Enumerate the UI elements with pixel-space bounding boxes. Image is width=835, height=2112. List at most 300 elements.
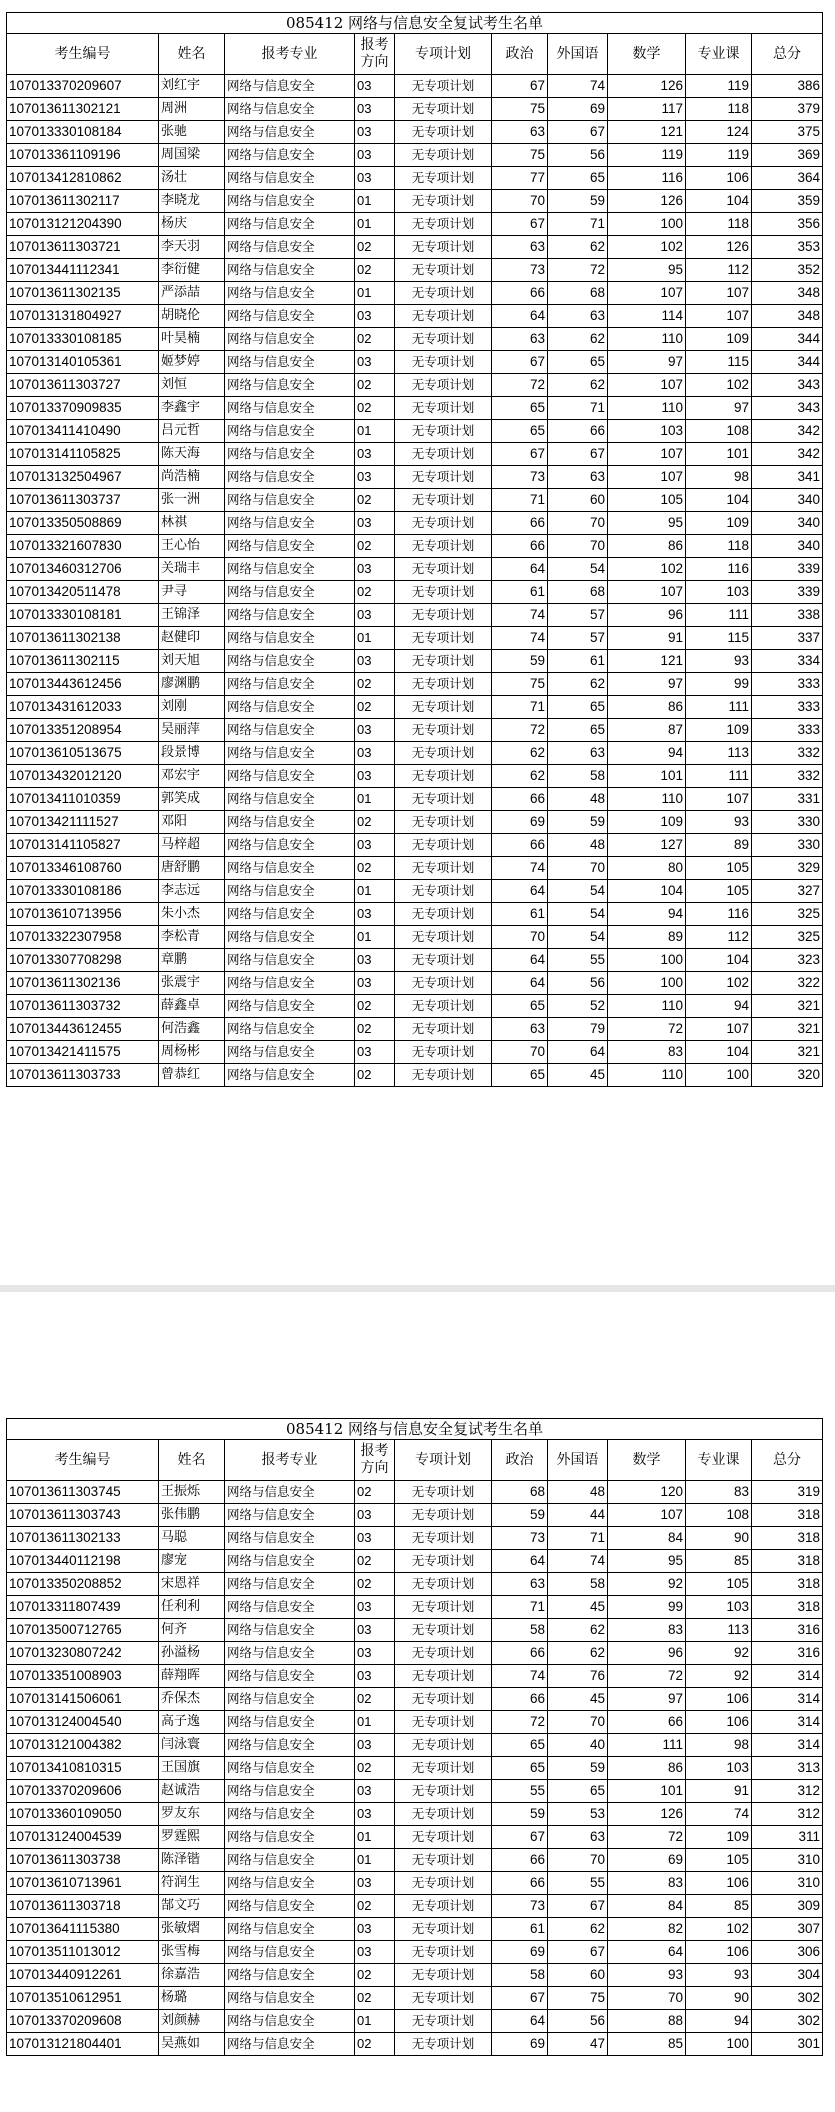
candidate-id-cell: 107013411010359 xyxy=(7,788,159,811)
plan-cell: 无专项计划 xyxy=(395,1918,492,1941)
plan-cell: 无专项计划 xyxy=(395,190,492,213)
total-score-cell: 364 xyxy=(752,167,823,190)
math-score-cell: 72 xyxy=(608,1018,686,1041)
total-score-cell: 301 xyxy=(752,2033,823,2056)
plan-cell: 无专项计划 xyxy=(395,742,492,765)
direction-cell: 02 xyxy=(355,811,395,834)
foreign-language-score-cell: 58 xyxy=(548,765,608,788)
plan-cell: 无专项计划 xyxy=(395,236,492,259)
candidate-id-cell: 107013330108186 xyxy=(7,880,159,903)
total-score-cell: 330 xyxy=(752,834,823,857)
name-cell: 尚浩楠 xyxy=(159,466,225,489)
table-row xyxy=(7,1780,823,1803)
politics-score-cell: 59 xyxy=(492,650,548,673)
page-divider xyxy=(0,1285,835,1292)
name-cell: 杨庆 xyxy=(159,213,225,236)
candidate-id-cell: 107013322307958 xyxy=(7,926,159,949)
politics-score-cell: 61 xyxy=(492,903,548,926)
table-row xyxy=(7,1527,823,1550)
plan-cell: 无专项计划 xyxy=(395,374,492,397)
name-cell: 高子逸 xyxy=(159,1711,225,1734)
plan-cell: 无专项计划 xyxy=(395,397,492,420)
direction-cell: 02 xyxy=(355,581,395,604)
major-cell: 网络与信息安全 xyxy=(225,121,355,144)
major-course-score-cell: 108 xyxy=(686,420,752,443)
name-cell: 关瑞丰 xyxy=(159,558,225,581)
direction-cell: 03 xyxy=(355,1642,395,1665)
name-cell: 王振烁 xyxy=(159,1481,225,1504)
table-row xyxy=(7,650,823,673)
total-score-cell: 311 xyxy=(752,1826,823,1849)
name-cell: 张驰 xyxy=(159,121,225,144)
total-score-cell: 340 xyxy=(752,535,823,558)
name-cell: 胡晓伦 xyxy=(159,305,225,328)
foreign-language-score-cell: 70 xyxy=(548,857,608,880)
table-row xyxy=(7,742,823,765)
direction-cell: 01 xyxy=(355,420,395,443)
plan-cell: 无专项计划 xyxy=(395,1596,492,1619)
math-score-cell: 83 xyxy=(608,1041,686,1064)
table-row xyxy=(7,1987,823,2010)
math-score-cell: 86 xyxy=(608,535,686,558)
plan-cell: 无专项计划 xyxy=(395,259,492,282)
total-score-cell: 318 xyxy=(752,1573,823,1596)
foreign-language-score-cell: 72 xyxy=(548,259,608,282)
major-cell: 网络与信息安全 xyxy=(225,1504,355,1527)
candidate-id-cell: 107013141506061 xyxy=(7,1688,159,1711)
major-course-score-cell: 98 xyxy=(686,466,752,489)
math-score-cell: 83 xyxy=(608,1619,686,1642)
math-score-cell: 96 xyxy=(608,1642,686,1665)
name-cell: 李鑫宇 xyxy=(159,397,225,420)
politics-score-cell: 67 xyxy=(492,1987,548,2010)
total-score-cell: 356 xyxy=(752,213,823,236)
name-cell: 朱小杰 xyxy=(159,903,225,926)
total-score-cell: 302 xyxy=(752,1987,823,2010)
major-course-score-cell: 119 xyxy=(686,144,752,167)
header-cell: 报考方向 xyxy=(355,34,395,75)
math-score-cell: 66 xyxy=(608,1711,686,1734)
politics-score-cell: 66 xyxy=(492,535,548,558)
plan-cell: 无专项计划 xyxy=(395,167,492,190)
direction-cell: 01 xyxy=(355,282,395,305)
header-cell: 总分 xyxy=(752,34,823,75)
math-score-cell: 92 xyxy=(608,1573,686,1596)
major-course-score-cell: 100 xyxy=(686,1064,752,1087)
politics-score-cell: 66 xyxy=(492,282,548,305)
politics-score-cell: 66 xyxy=(492,788,548,811)
candidate-id-cell: 107013410810315 xyxy=(7,1757,159,1780)
direction-cell: 02 xyxy=(355,1481,395,1504)
major-cell: 网络与信息安全 xyxy=(225,1711,355,1734)
sheet-1 xyxy=(6,12,822,1087)
name-cell: 何齐 xyxy=(159,1619,225,1642)
direction-cell: 03 xyxy=(355,1596,395,1619)
politics-score-cell: 71 xyxy=(492,1596,548,1619)
table-row xyxy=(7,673,823,696)
major-cell: 网络与信息安全 xyxy=(225,696,355,719)
candidate-id-cell: 107013611303732 xyxy=(7,995,159,1018)
major-cell: 网络与信息安全 xyxy=(225,1895,355,1918)
math-score-cell: 101 xyxy=(608,765,686,788)
major-cell: 网络与信息安全 xyxy=(225,259,355,282)
major-cell: 网络与信息安全 xyxy=(225,1734,355,1757)
candidate-id-cell: 107013611302121 xyxy=(7,98,159,121)
foreign-language-score-cell: 48 xyxy=(548,834,608,857)
total-score-cell: 319 xyxy=(752,1481,823,1504)
direction-cell: 03 xyxy=(355,1734,395,1757)
header-cell: 专业课 xyxy=(686,1440,752,1481)
politics-score-cell: 63 xyxy=(492,1018,548,1041)
name-cell: 马聪 xyxy=(159,1527,225,1550)
politics-score-cell: 62 xyxy=(492,765,548,788)
candidate-id-cell: 107013611302136 xyxy=(7,972,159,995)
candidate-id-cell: 107013230807242 xyxy=(7,1642,159,1665)
major-course-score-cell: 116 xyxy=(686,903,752,926)
table-row xyxy=(7,1550,823,1573)
foreign-language-score-cell: 71 xyxy=(548,1527,608,1550)
foreign-language-score-cell: 56 xyxy=(548,972,608,995)
total-score-cell: 321 xyxy=(752,1041,823,1064)
name-cell: 段景博 xyxy=(159,742,225,765)
direction-cell: 03 xyxy=(355,1941,395,1964)
candidate-id-cell: 107013443612456 xyxy=(7,673,159,696)
candidate-id-cell: 107013307708298 xyxy=(7,949,159,972)
major-cell: 网络与信息安全 xyxy=(225,305,355,328)
candidate-id-cell: 107013121204390 xyxy=(7,213,159,236)
politics-score-cell: 71 xyxy=(492,696,548,719)
foreign-language-score-cell: 62 xyxy=(548,673,608,696)
name-cell: 任利利 xyxy=(159,1596,225,1619)
major-course-score-cell: 92 xyxy=(686,1642,752,1665)
name-cell: 李天羽 xyxy=(159,236,225,259)
table-body-1 xyxy=(7,75,823,1087)
foreign-language-score-cell: 58 xyxy=(548,1573,608,1596)
table-row xyxy=(7,1826,823,1849)
table-row xyxy=(7,627,823,650)
direction-cell: 02 xyxy=(355,236,395,259)
politics-score-cell: 66 xyxy=(492,1872,548,1895)
major-course-score-cell: 119 xyxy=(686,75,752,98)
table-row xyxy=(7,1041,823,1064)
major-cell: 网络与信息安全 xyxy=(225,1619,355,1642)
major-course-score-cell: 105 xyxy=(686,857,752,880)
major-cell: 网络与信息安全 xyxy=(225,328,355,351)
candidate-id-cell: 107013132504967 xyxy=(7,466,159,489)
candidate-id-cell: 107013346108760 xyxy=(7,857,159,880)
candidate-id-cell: 107013611302115 xyxy=(7,650,159,673)
name-cell: 陈天海 xyxy=(159,443,225,466)
total-score-cell: 343 xyxy=(752,374,823,397)
politics-score-cell: 65 xyxy=(492,420,548,443)
table-row xyxy=(7,903,823,926)
total-score-cell: 339 xyxy=(752,558,823,581)
direction-cell: 02 xyxy=(355,995,395,1018)
candidate-id-cell: 107013610713961 xyxy=(7,1872,159,1895)
name-cell: 王国旗 xyxy=(159,1757,225,1780)
plan-cell: 无专项计划 xyxy=(395,1527,492,1550)
major-cell: 网络与信息安全 xyxy=(225,466,355,489)
direction-cell: 01 xyxy=(355,213,395,236)
header-cell: 考生编号 xyxy=(7,34,159,75)
table-row xyxy=(7,1964,823,1987)
direction-cell: 03 xyxy=(355,1872,395,1895)
major-course-score-cell: 107 xyxy=(686,282,752,305)
major-cell: 网络与信息安全 xyxy=(225,1596,355,1619)
plan-cell: 无专项计划 xyxy=(395,282,492,305)
candidate-id-cell: 107013361109196 xyxy=(7,144,159,167)
math-score-cell: 107 xyxy=(608,374,686,397)
direction-cell: 03 xyxy=(355,1803,395,1826)
politics-score-cell: 58 xyxy=(492,1619,548,1642)
plan-cell: 无专项计划 xyxy=(395,834,492,857)
major-cell: 网络与信息安全 xyxy=(225,512,355,535)
candidate-id-cell: 107013510612951 xyxy=(7,1987,159,2010)
total-score-cell: 322 xyxy=(752,972,823,995)
major-cell: 网络与信息安全 xyxy=(225,144,355,167)
total-score-cell: 342 xyxy=(752,420,823,443)
plan-cell: 无专项计划 xyxy=(395,213,492,236)
major-cell: 网络与信息安全 xyxy=(225,282,355,305)
total-score-cell: 307 xyxy=(752,1918,823,1941)
table-row xyxy=(7,1665,823,1688)
politics-score-cell: 64 xyxy=(492,305,548,328)
name-cell: 李晓龙 xyxy=(159,190,225,213)
direction-cell: 03 xyxy=(355,98,395,121)
candidate-id-cell: 107013610513675 xyxy=(7,742,159,765)
direction-cell: 02 xyxy=(355,397,395,420)
politics-score-cell: 67 xyxy=(492,351,548,374)
politics-score-cell: 68 xyxy=(492,1481,548,1504)
major-cell: 网络与信息安全 xyxy=(225,2010,355,2033)
direction-cell: 03 xyxy=(355,903,395,926)
direction-cell: 03 xyxy=(355,949,395,972)
direction-cell: 02 xyxy=(355,696,395,719)
table-row xyxy=(7,98,823,121)
major-cell: 网络与信息安全 xyxy=(225,1780,355,1803)
name-cell: 刘恒 xyxy=(159,374,225,397)
math-score-cell: 95 xyxy=(608,259,686,282)
candidate-id-cell: 107013511013012 xyxy=(7,1941,159,1964)
major-course-score-cell: 106 xyxy=(686,1941,752,1964)
table-row xyxy=(7,374,823,397)
plan-cell: 无专项计划 xyxy=(395,1481,492,1504)
direction-cell: 03 xyxy=(355,512,395,535)
foreign-language-score-cell: 55 xyxy=(548,949,608,972)
header-cell: 考生编号 xyxy=(7,1440,159,1481)
foreign-language-score-cell: 59 xyxy=(548,1757,608,1780)
foreign-language-score-cell: 62 xyxy=(548,1619,608,1642)
major-course-score-cell: 107 xyxy=(686,1018,752,1041)
foreign-language-score-cell: 45 xyxy=(548,1688,608,1711)
math-score-cell: 126 xyxy=(608,75,686,98)
candidate-id-cell: 107013121004382 xyxy=(7,1734,159,1757)
direction-cell: 02 xyxy=(355,1018,395,1041)
math-score-cell: 72 xyxy=(608,1826,686,1849)
table-row xyxy=(7,834,823,857)
foreign-language-score-cell: 59 xyxy=(548,190,608,213)
major-cell: 网络与信息安全 xyxy=(225,926,355,949)
direction-cell: 02 xyxy=(355,857,395,880)
major-course-score-cell: 94 xyxy=(686,2010,752,2033)
foreign-language-score-cell: 75 xyxy=(548,1987,608,2010)
foreign-language-score-cell: 52 xyxy=(548,995,608,1018)
total-score-cell: 306 xyxy=(752,1941,823,1964)
total-score-cell: 353 xyxy=(752,236,823,259)
candidate-id-cell: 107013141105825 xyxy=(7,443,159,466)
total-score-cell: 314 xyxy=(752,1688,823,1711)
candidate-id-cell: 107013431612033 xyxy=(7,696,159,719)
politics-score-cell: 64 xyxy=(492,2010,548,2033)
candidate-id-cell: 107013350208852 xyxy=(7,1573,159,1596)
major-cell: 网络与信息安全 xyxy=(225,1987,355,2010)
direction-cell: 02 xyxy=(355,374,395,397)
direction-cell: 03 xyxy=(355,650,395,673)
table-row xyxy=(7,535,823,558)
direction-cell: 02 xyxy=(355,2033,395,2056)
candidate-id-cell: 107013351208954 xyxy=(7,719,159,742)
name-cell: 周杨彬 xyxy=(159,1041,225,1064)
direction-cell: 03 xyxy=(355,351,395,374)
math-score-cell: 103 xyxy=(608,420,686,443)
table-row xyxy=(7,719,823,742)
total-score-cell: 325 xyxy=(752,926,823,949)
foreign-language-score-cell: 63 xyxy=(548,1826,608,1849)
candidate-table-1 xyxy=(6,12,823,1087)
table-row xyxy=(7,1504,823,1527)
direction-cell: 03 xyxy=(355,742,395,765)
major-cell: 网络与信息安全 xyxy=(225,75,355,98)
foreign-language-score-cell: 79 xyxy=(548,1018,608,1041)
major-course-score-cell: 104 xyxy=(686,489,752,512)
total-score-cell: 316 xyxy=(752,1642,823,1665)
major-cell: 网络与信息安全 xyxy=(225,604,355,627)
table-row xyxy=(7,1895,823,1918)
major-cell: 网络与信息安全 xyxy=(225,236,355,259)
major-cell: 网络与信息安全 xyxy=(225,1826,355,1849)
plan-cell: 无专项计划 xyxy=(395,949,492,972)
total-score-cell: 321 xyxy=(752,1018,823,1041)
politics-score-cell: 71 xyxy=(492,489,548,512)
major-course-score-cell: 111 xyxy=(686,765,752,788)
plan-cell: 无专项计划 xyxy=(395,1642,492,1665)
name-cell: 符润生 xyxy=(159,1872,225,1895)
major-course-score-cell: 104 xyxy=(686,949,752,972)
total-score-cell: 310 xyxy=(752,1849,823,1872)
total-score-cell: 318 xyxy=(752,1504,823,1527)
major-course-score-cell: 85 xyxy=(686,1550,752,1573)
major-cell: 网络与信息安全 xyxy=(225,420,355,443)
math-score-cell: 127 xyxy=(608,834,686,857)
politics-score-cell: 63 xyxy=(492,121,548,144)
table-row xyxy=(7,443,823,466)
plan-cell: 无专项计划 xyxy=(395,581,492,604)
foreign-language-score-cell: 57 xyxy=(548,604,608,627)
politics-score-cell: 61 xyxy=(492,581,548,604)
header-cell: 政治 xyxy=(492,34,548,75)
foreign-language-score-cell: 68 xyxy=(548,581,608,604)
header-cell: 报考专业 xyxy=(225,34,355,75)
total-score-cell: 314 xyxy=(752,1711,823,1734)
politics-score-cell: 74 xyxy=(492,604,548,627)
foreign-language-score-cell: 56 xyxy=(548,144,608,167)
foreign-language-score-cell: 54 xyxy=(548,880,608,903)
plan-cell: 无专项计划 xyxy=(395,1734,492,1757)
major-cell: 网络与信息安全 xyxy=(225,1550,355,1573)
total-score-cell: 340 xyxy=(752,489,823,512)
candidate-id-cell: 107013330108185 xyxy=(7,328,159,351)
candidate-id-cell: 107013370209608 xyxy=(7,2010,159,2033)
politics-score-cell: 64 xyxy=(492,949,548,972)
name-cell: 徐嘉浩 xyxy=(159,1964,225,1987)
foreign-language-score-cell: 65 xyxy=(548,719,608,742)
math-score-cell: 114 xyxy=(608,305,686,328)
name-cell: 吴丽萍 xyxy=(159,719,225,742)
politics-score-cell: 62 xyxy=(492,742,548,765)
direction-cell: 03 xyxy=(355,834,395,857)
candidate-id-cell: 107013611303738 xyxy=(7,1849,159,1872)
major-cell: 网络与信息安全 xyxy=(225,627,355,650)
foreign-language-score-cell: 54 xyxy=(548,903,608,926)
major-course-score-cell: 98 xyxy=(686,1734,752,1757)
foreign-language-score-cell: 67 xyxy=(548,121,608,144)
table-row xyxy=(7,1642,823,1665)
total-score-cell: 340 xyxy=(752,512,823,535)
name-cell: 马梓超 xyxy=(159,834,225,857)
math-score-cell: 100 xyxy=(608,949,686,972)
politics-score-cell: 65 xyxy=(492,1757,548,1780)
name-cell: 罗霆熙 xyxy=(159,1826,225,1849)
name-cell: 罗友东 xyxy=(159,1803,225,1826)
foreign-language-score-cell: 59 xyxy=(548,811,608,834)
major-course-score-cell: 111 xyxy=(686,696,752,719)
name-cell: 张一洲 xyxy=(159,489,225,512)
major-course-score-cell: 112 xyxy=(686,259,752,282)
politics-score-cell: 70 xyxy=(492,1041,548,1064)
major-cell: 网络与信息安全 xyxy=(225,1041,355,1064)
header-cell: 外国语 xyxy=(548,34,608,75)
foreign-language-score-cell: 66 xyxy=(548,420,608,443)
total-score-cell: 375 xyxy=(752,121,823,144)
foreign-language-score-cell: 56 xyxy=(548,2010,608,2033)
major-cell: 网络与信息安全 xyxy=(225,1872,355,1895)
major-cell: 网络与信息安全 xyxy=(225,351,355,374)
table-row xyxy=(7,259,823,282)
candidate-id-cell: 107013421111527 xyxy=(7,811,159,834)
foreign-language-score-cell: 67 xyxy=(548,443,608,466)
major-course-score-cell: 93 xyxy=(686,650,752,673)
direction-cell: 03 xyxy=(355,75,395,98)
direction-cell: 01 xyxy=(355,926,395,949)
total-score-cell: 344 xyxy=(752,351,823,374)
table-row xyxy=(7,1872,823,1895)
major-course-score-cell: 115 xyxy=(686,627,752,650)
table-row xyxy=(7,995,823,1018)
name-cell: 薛鑫卓 xyxy=(159,995,225,1018)
major-cell: 网络与信息安全 xyxy=(225,1665,355,1688)
major-course-score-cell: 93 xyxy=(686,1964,752,1987)
math-score-cell: 84 xyxy=(608,1527,686,1550)
candidate-id-cell: 107013330108181 xyxy=(7,604,159,627)
candidate-id-cell: 107013141105827 xyxy=(7,834,159,857)
total-score-cell: 333 xyxy=(752,719,823,742)
major-course-score-cell: 85 xyxy=(686,1895,752,1918)
name-cell: 郭笑成 xyxy=(159,788,225,811)
total-score-cell: 348 xyxy=(752,282,823,305)
major-course-score-cell: 108 xyxy=(686,1504,752,1527)
header-cell: 姓名 xyxy=(159,34,225,75)
name-cell: 薛翔晖 xyxy=(159,1665,225,1688)
